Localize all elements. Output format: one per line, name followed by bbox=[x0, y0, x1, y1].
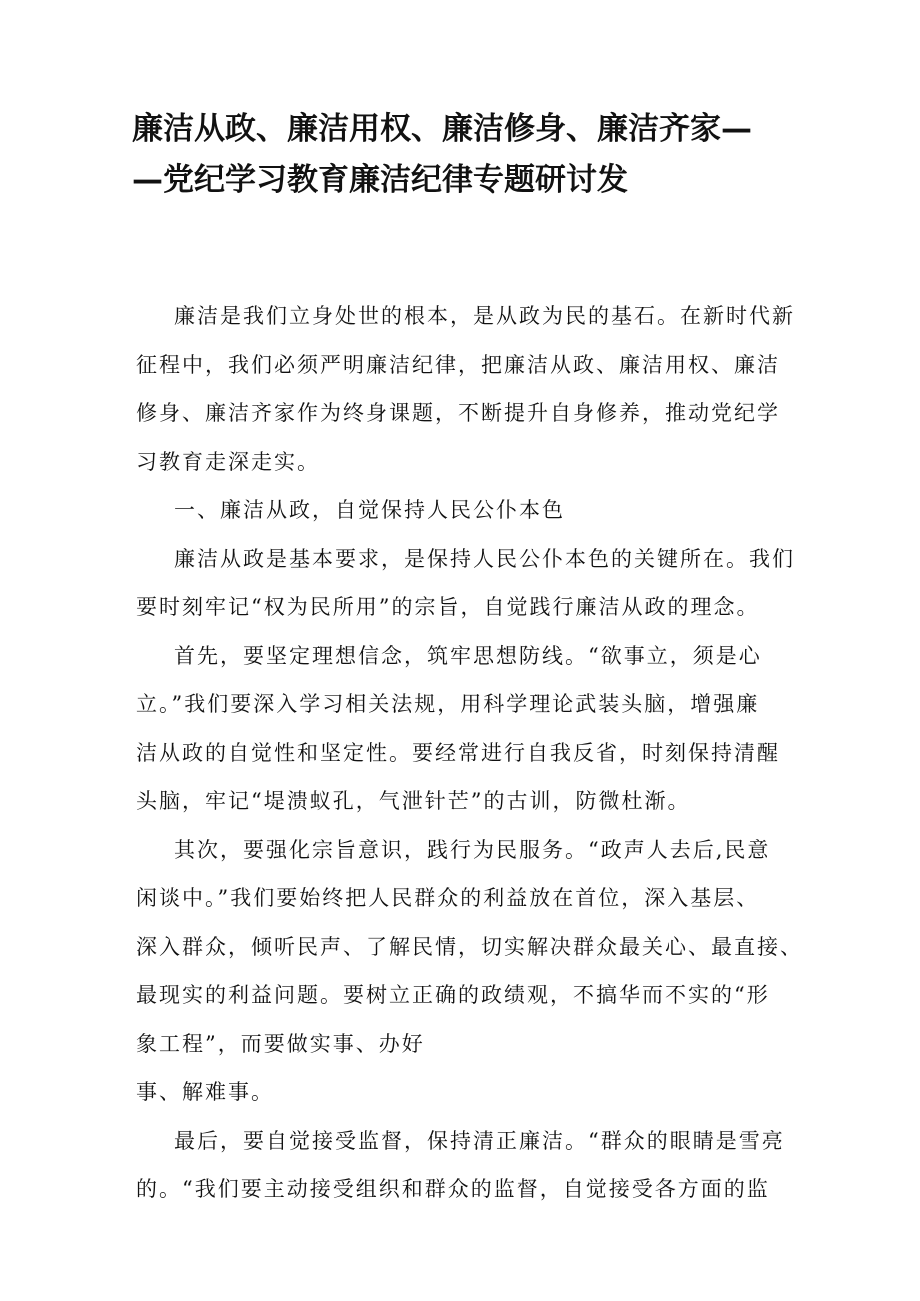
text-line: 立。”我们要深入学习相关法规，用科学理论武装头脑，增强廉 bbox=[136, 692, 760, 716]
title-line-1: 廉洁从政、廉洁用权、廉洁修身、廉洁齐家— bbox=[132, 111, 752, 147]
text-line: 其次，要强化宗旨意识，践行为民服务。“政声人去后,民意 bbox=[174, 837, 771, 862]
text-line: 头脑，牢记“堤溃蚁孔，气泄针芒”的古训，防微杜渐。 bbox=[136, 789, 691, 813]
paragraph-intro bbox=[136, 292, 796, 486]
text-line: 的。“我们要主动接受组织和群众的监督，自觉接受各方面的监 bbox=[136, 1177, 770, 1201]
text-line: 最后，要自觉接受监督，保持清正廉洁。“群众的眼睛是雪亮 bbox=[174, 1128, 785, 1153]
text-line: 要时刻牢记“权为民所用”的宗旨，自觉践行廉洁从政的理念。 bbox=[136, 595, 760, 619]
text-line: 廉洁是我们立身处世的根本，是从政为民的基石。在新时代新 bbox=[174, 304, 795, 328]
text-line: 深入群众，倾听民声、了解民情，切实解决群众最关心、最直接、 bbox=[136, 934, 803, 959]
text-line: 一、廉洁从政，自觉保持人民公仆本色 bbox=[174, 498, 565, 522]
text-line: 修身、廉洁齐家作为终身课题，不断提升自身修养，推动党纪学 bbox=[136, 401, 780, 425]
text-line: 首先，要坚定理想信念，筑牢思想防线。“欲事立，须是心 bbox=[174, 643, 762, 668]
text-line: 征程中，我们必须严明廉洁纪律，把廉洁从政、廉洁用权、廉洁 bbox=[136, 352, 780, 377]
section-heading-1 bbox=[136, 486, 796, 535]
paragraph-section-1-intro bbox=[136, 535, 796, 632]
paragraph-first bbox=[136, 632, 796, 826]
text-line: 事、解难事。 bbox=[136, 1080, 274, 1104]
text-line: 最现实的利益问题。要树立正确的政绩观，不搞华而不实的“形 bbox=[136, 983, 770, 1007]
text-line: 闲谈中。”我们要始终把人民群众的利益放在首位，深入基层、 bbox=[136, 886, 760, 910]
text-line: 廉洁从政是基本要求，是保持人民公仆本色的关键所在。我们 bbox=[174, 546, 795, 571]
document-title bbox=[132, 104, 782, 206]
text-line: 习教育走深走实。 bbox=[136, 449, 320, 474]
paragraph-second bbox=[136, 826, 803, 1117]
text-line: 洁从政的自觉性和坚定性。要经常进行自我反省，时刻保持清醒 bbox=[136, 740, 780, 765]
paragraph-last bbox=[136, 1117, 796, 1214]
title-line-2: —党纪学习教育廉洁纪律专题研讨发 bbox=[132, 162, 628, 198]
text-line: 象工程”，而要做实事、办好 bbox=[136, 1031, 425, 1056]
document-body bbox=[136, 292, 803, 1214]
